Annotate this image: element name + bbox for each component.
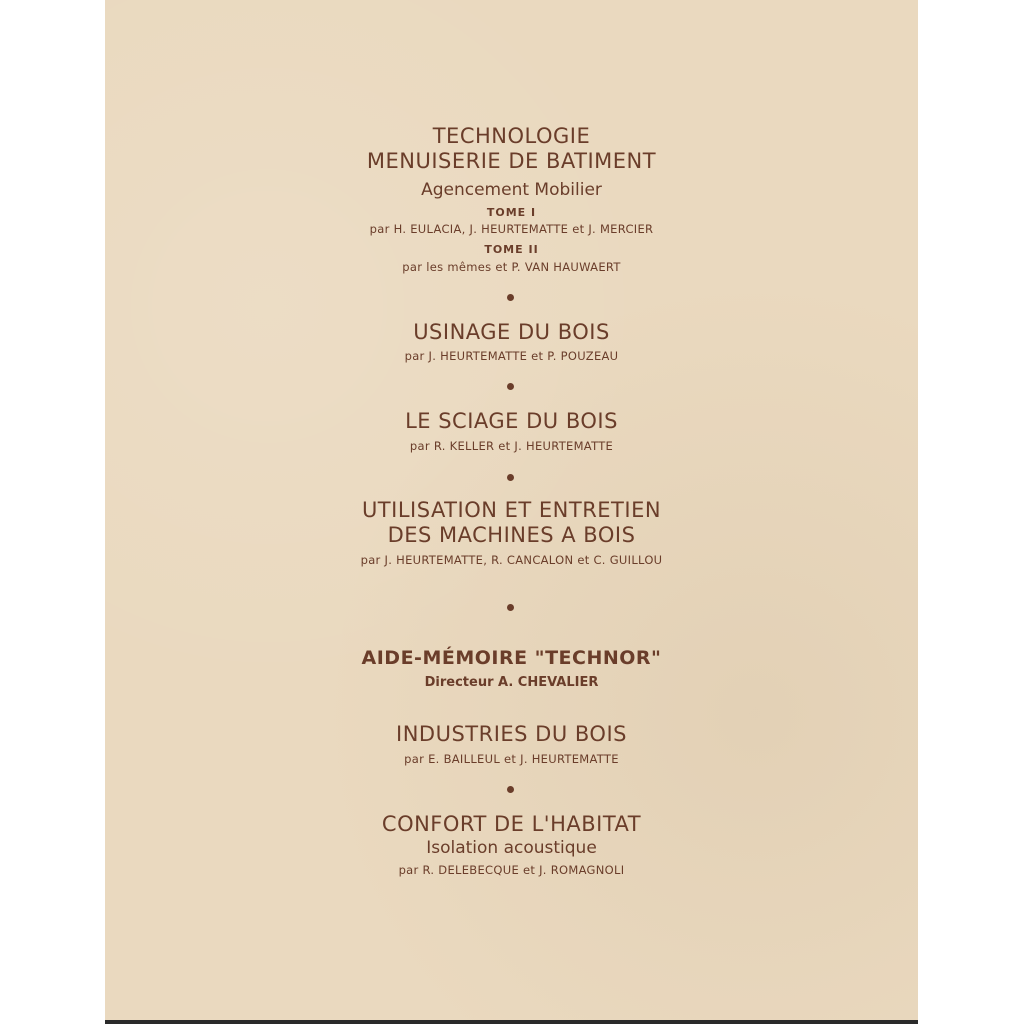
tome-label: TOME I [486,206,537,219]
entry-title: USINAGE DU BOIS [413,320,610,344]
page-bottom-edge [105,1020,918,1024]
separator-dot [507,474,514,481]
entry-subtitle: Agencement Mobilier [421,180,602,200]
tome-label: TOME II [484,243,539,256]
entry-title: MENUISERIE DE BATIMENT [366,149,657,173]
entry-title: LE SCIAGE DU BOIS [405,409,618,433]
entry-authors: par J. HEURTEMATTE et P. POUZEAU [404,349,619,363]
entry-authors: par les mêmes et P. VAN HAUWAERT [402,260,621,274]
entry-authors: par J. HEURTEMATTE, R. CANCALON et C. GUILLOU [360,553,663,567]
separator-dot [507,786,514,793]
entry-authors: par E. BAILLEUL et J. HEURTEMATTE [404,752,619,766]
separator-dot [507,294,514,301]
entry-title: TECHNOLOGIE [432,124,591,148]
separator-dot [507,383,514,390]
series-title: AIDE-MÉMOIRE "TECHNOR" [361,647,662,669]
entry-title: CONFORT DE L'HABITAT [381,812,642,836]
entry-authors: par R. DELEBECQUE et J. ROMAGNOLI [398,863,625,877]
series-director: Directeur A. CHEVALIER [424,675,599,690]
entry-subtitle: Isolation acoustique [426,838,597,858]
entry-authors: par H. EULACIA, J. HEURTEMATTE et J. MERCIER [369,222,654,236]
entry-title: INDUSTRIES DU BOIS [396,722,627,746]
entry-authors: par R. KELLER et J. HEURTEMATTE [409,439,614,453]
separator-dot [507,604,514,611]
entry-title: UTILISATION ET ENTRETIEN [361,498,662,522]
entry-title: DES MACHINES A BOIS [387,523,636,547]
